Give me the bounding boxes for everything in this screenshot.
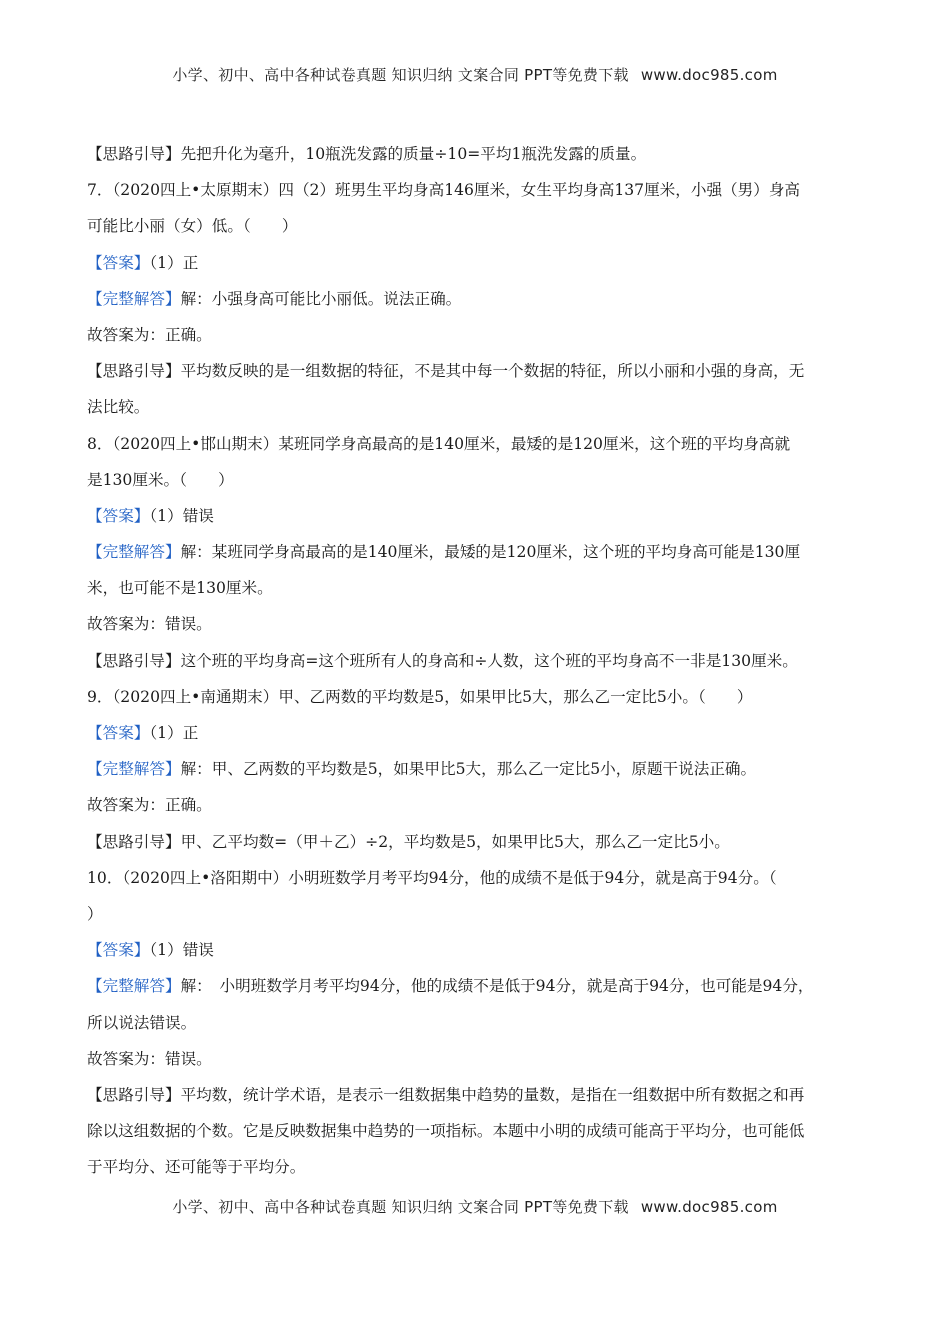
answer-9-value: （1）正 — [149, 724, 199, 742]
hint-label: 【思路引导】 — [87, 145, 181, 163]
footer-text: 小学、初中、高中各种试卷真题 知识归纳 文案合同 PPT等免费下载 — [172, 1198, 629, 1216]
answer-10-value: （1）错误 — [149, 941, 214, 960]
answer-label: 【答案】 — [87, 253, 150, 272]
solution-label: 【完整解答】 — [87, 977, 181, 996]
header-text: 小学、初中、高中各种试卷真题 知识归纳 文案合同 PPT等免费下载 — [172, 66, 629, 84]
hint-9-line — [87, 824, 867, 860]
footer-url[interactable]: www.doc985.com — [640, 1198, 778, 1216]
hint-7-line — [87, 353, 867, 389]
intro-hint-line — [87, 136, 867, 172]
solution-label: 【完整解答】 — [87, 760, 181, 779]
answer-label: 【答案】 — [87, 941, 150, 960]
hint-10-text: 平均数，统计学术语，是表示一组数据集中趋势的量数，是指在一组数据中所有数据之和再 — [180, 1085, 805, 1104]
solution-7-text: 解：小强身高可能比小丽低。说法正确。 — [180, 289, 462, 308]
hint-8-line — [87, 643, 867, 679]
solution-10-line — [87, 968, 867, 1004]
hint-text: 先把升化为毫升，10瓶洗发露的质量÷10=平均1瓶洗发露的质量。 — [180, 145, 647, 163]
answer-9-line — [87, 715, 867, 751]
solution-label: 【完整解答】 — [87, 543, 181, 562]
hint-9-text: 甲、乙平均数=（甲＋乙）÷2，平均数是5，如果甲比5大，那么乙一定比5小。 — [180, 832, 730, 851]
hint-label: 【思路引导】 — [87, 362, 181, 381]
hint-10-text-cont: 除以这组数据的个数。它是反映数据集中趋势的一项指标。本题中小明的成绩可能高于平均分，也可能低 — [87, 1122, 805, 1141]
conclusion-9: 故答案为：正确。 — [87, 796, 212, 815]
header-banner — [0, 64, 950, 85]
header-url[interactable]: www.doc985.com — [640, 66, 778, 84]
hint-8-text: 这个班的平均身高=这个班所有人的身高和÷人数，这个班的平均身高不一非是130厘米。 — [180, 651, 798, 670]
solution-label: 【完整解答】 — [87, 289, 181, 308]
solution-9-line — [87, 751, 867, 787]
question-10-text-cont: ） — [87, 904, 103, 923]
solution-10-text: 解： 小明班数学月考平均94分，他的成绩不是低于94分，就是高于94分，也可能是94分， — [180, 977, 814, 996]
solution-10-text-cont: 所以说法错误。 — [87, 1013, 197, 1032]
question-8-text: 8．（2020四上•邯山期末）某班同学身高最高的是140厘米，最矮的是120厘米，这个班的平均身高就 — [87, 434, 791, 453]
conclusion-7: 故答案为：正确。 — [87, 325, 212, 344]
question-7-text: 7．（2020四上•太原期末）四（2）班男生平均身高146厘米，女生平均身高137厘米，小强（男）身高 — [87, 181, 801, 200]
solution-8-text: 解：某班同学身高最高的是140厘米，最矮的是120厘米，这个班的平均身高可能是130厘 — [180, 543, 801, 562]
hint-10-line — [87, 1077, 867, 1113]
conclusion-10: 故答案为：错误。 — [87, 1049, 212, 1068]
conclusion-8: 故答案为：错误。 — [87, 615, 212, 634]
solution-8-line — [87, 534, 867, 570]
answer-7-value: （1）正 — [149, 253, 199, 272]
solution-9-text: 解：甲、乙两数的平均数是5，如果甲比5大，那么乙一定比5小，原题干说法正确。 — [180, 760, 757, 779]
footer-banner — [0, 1196, 950, 1217]
hint-label: 【思路引导】 — [87, 651, 181, 670]
solution-8-text-cont: 米，也可能不是130厘米。 — [87, 579, 273, 598]
question-10-text: 10．（2020四上•洛阳期中）小明班数学月考平均94分，他的成绩不是低于94分，就是高于94分。（ — [87, 868, 777, 887]
answer-label: 【答案】 — [87, 506, 150, 525]
answer-label: 【答案】 — [87, 724, 150, 742]
solution-7-line — [87, 281, 867, 317]
hint-7-text-cont: 法比较。 — [87, 398, 150, 417]
answer-7-line — [87, 245, 867, 281]
question-9-text: 9．（2020四上•南通期末）甲、乙两数的平均数是5，如果甲比5大，那么乙一定比5小。（ ） — [87, 687, 753, 706]
hint-7-text: 平均数反映的是一组数据的特征，不是其中每一个数据的特征，所以小丽和小强的身高，无 — [180, 362, 805, 381]
question-7-text-cont: 可能比小丽（女）低。（ ） — [87, 217, 298, 236]
question-8-text-cont: 是130厘米。（ ） — [87, 470, 234, 489]
hint-label: 【思路引导】 — [87, 832, 181, 851]
answer-8-line — [87, 498, 867, 534]
document-body — [87, 136, 867, 1185]
answer-8-value: （1）错误 — [149, 506, 214, 525]
hint-label: 【思路引导】 — [87, 1085, 181, 1104]
hint-10-text-cont-2: 于平均分、还可能等于平均分。 — [87, 1158, 306, 1177]
answer-10-line — [87, 932, 867, 968]
